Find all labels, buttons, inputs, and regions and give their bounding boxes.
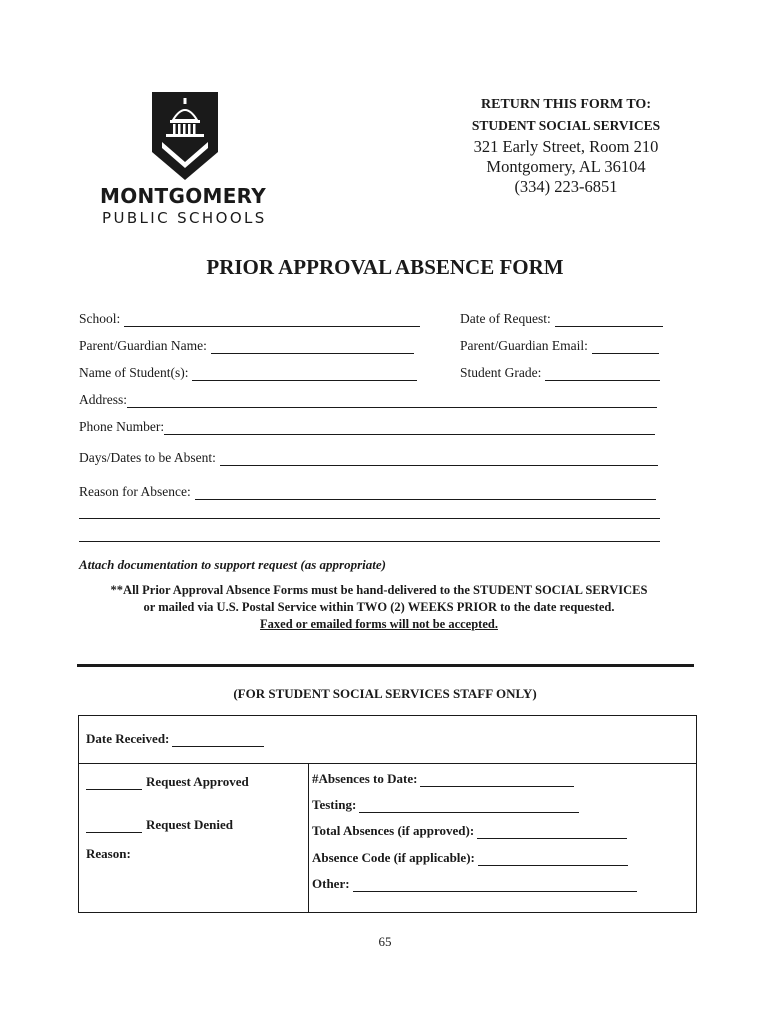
school-dome-shield-icon: [150, 90, 220, 182]
student-names-label: Name of Student(s):: [79, 365, 189, 380]
request-approved-label: Request Approved: [146, 774, 249, 789]
other-field[interactable]: [312, 876, 637, 892]
total-absences-field[interactable]: [312, 823, 627, 839]
notice-line-1: **All Prior Approval Absence Forms must be hand-delivered to the STUDENT SOCIAL SERVICES: [110, 583, 648, 597]
date-request-label: Date of Request:: [460, 311, 551, 326]
attach-note: Attach documentation to support request (as appropriate): [79, 557, 386, 572]
address-label: Address:: [79, 392, 127, 407]
address-line[interactable]: [127, 395, 657, 408]
page-number: 65: [378, 934, 392, 949]
total-absences-line[interactable]: [477, 826, 627, 839]
days-absent-line[interactable]: [220, 453, 658, 466]
date-received-line[interactable]: [172, 734, 264, 747]
return-phone: (334) 223-6851: [514, 177, 618, 196]
other-label: Other:: [312, 876, 350, 891]
return-department: STUDENT SOCIAL SERVICES: [471, 118, 661, 133]
school-logo: [150, 90, 270, 182]
request-approved-field[interactable]: [86, 774, 249, 790]
other-line[interactable]: [353, 879, 637, 892]
phone-label: Phone Number:: [79, 419, 165, 434]
reason-field[interactable]: [79, 484, 656, 500]
total-absences-label: Total Absences (if approved):: [312, 823, 475, 838]
school-line[interactable]: [124, 314, 420, 327]
absences-to-date-field[interactable]: [312, 771, 574, 787]
student-grade-field[interactable]: [460, 365, 660, 381]
org-name: MONTGOMERY: [100, 184, 267, 208]
absences-to-date-label: #Absences to Date:: [312, 771, 418, 786]
testing-field[interactable]: [312, 797, 579, 813]
reason-line-3[interactable]: [79, 541, 660, 542]
return-city: Montgomery, AL 36104: [486, 157, 646, 176]
absence-code-label: Absence Code (if applicable):: [312, 850, 475, 865]
days-absent-label: Days/Dates to be Absent:: [79, 450, 216, 465]
org-subtitle: PUBLIC SCHOOLS: [102, 209, 267, 227]
notice-line-3: Faxed or emailed forms will not be accepted.: [260, 617, 498, 631]
return-street: 321 Early Street, Room 210: [473, 137, 659, 156]
student-grade-line[interactable]: [545, 368, 660, 381]
school-field[interactable]: [79, 311, 420, 327]
request-denied-field[interactable]: [86, 817, 233, 833]
guardian-name-field[interactable]: [79, 338, 414, 354]
request-denied-label: Request Denied: [146, 817, 234, 832]
date-received-field[interactable]: [86, 731, 264, 747]
notice-line-2: or mailed via U.S. Postal Service within TWO (2) WEEKS PRIOR to the date requested.: [143, 600, 615, 614]
absence-code-line[interactable]: [478, 853, 628, 866]
absence-code-field[interactable]: [312, 850, 628, 866]
guardian-email-field[interactable]: [460, 338, 659, 354]
student-names-field[interactable]: [79, 365, 417, 381]
guardian-name-label: Parent/Guardian Name:: [79, 338, 207, 353]
section-divider: [77, 664, 694, 667]
address-field[interactable]: [79, 392, 657, 408]
staff-box-column-divider: [308, 763, 309, 912]
student-grade-label: Student Grade:: [460, 365, 542, 380]
date-request-field[interactable]: [460, 311, 663, 327]
return-title: RETURN THIS FORM TO:: [481, 97, 651, 112]
guardian-name-line[interactable]: [211, 341, 414, 354]
school-label: School:: [79, 311, 121, 326]
reason-line-2[interactable]: [79, 518, 660, 519]
date-received-label: Date Received:: [86, 731, 170, 746]
form-title: PRIOR APPROVAL ABSENCE FORM: [206, 255, 564, 279]
staff-box-row-divider: [79, 763, 696, 764]
reason-label: Reason for Absence:: [79, 484, 191, 499]
phone-line[interactable]: [164, 422, 655, 435]
testing-line[interactable]: [359, 800, 579, 813]
date-request-line[interactable]: [555, 314, 663, 327]
days-absent-field[interactable]: [79, 450, 658, 466]
staff-box: [78, 715, 697, 913]
approved-blank[interactable]: [86, 777, 142, 790]
guardian-email-line[interactable]: [592, 341, 659, 354]
absences-to-date-line[interactable]: [420, 774, 574, 787]
staff-reason-label: Reason:: [86, 846, 131, 861]
guardian-email-label: Parent/Guardian Email:: [460, 338, 588, 353]
student-names-line[interactable]: [192, 368, 417, 381]
staff-only-heading: (FOR STUDENT SOCIAL SERVICES STAFF ONLY): [233, 686, 537, 701]
reason-line[interactable]: [195, 487, 656, 500]
denied-blank[interactable]: [86, 820, 142, 833]
phone-field[interactable]: [79, 419, 655, 435]
testing-label: Testing:: [312, 797, 357, 812]
